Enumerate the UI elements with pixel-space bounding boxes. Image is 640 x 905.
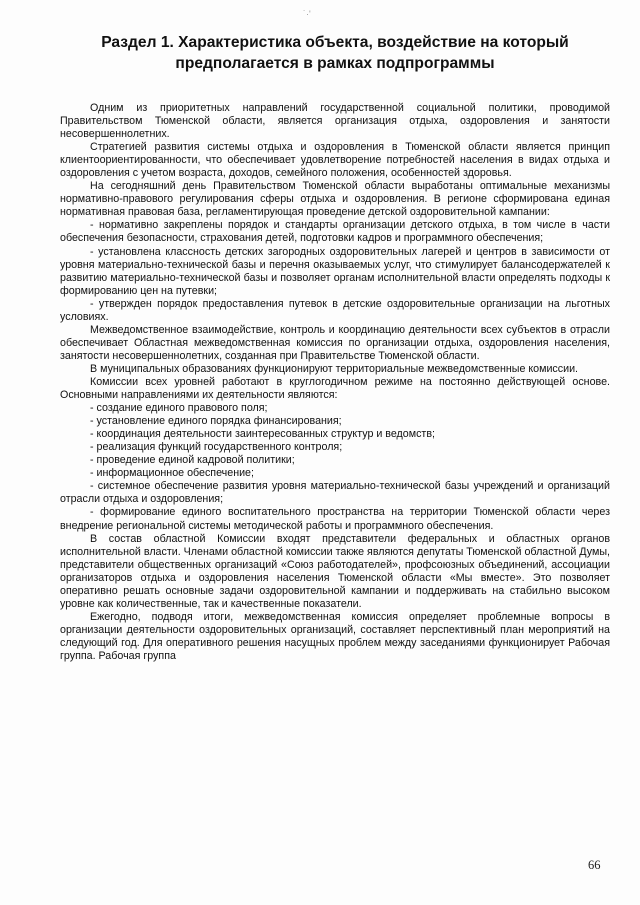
body-paragraph: Межведомственное взаимодействие, контроль и координацию деятельности всех субъектов в отрасли обеспечивает Областная межведомственная комиссия по организации отдыха, оздоровления населения, занятости несовершеннолетних, созданная при Правительстве Тюменской области. [60,323,610,362]
list-item: - создание единого правового поля; [90,402,268,415]
body-paragraph: Одним из приоритетных направлений государственной социальной политики, проводимой Правительством Тюменской области, является организация отдыха, оздоровления и занятости несовершеннолетних. [60,102,610,141]
scan-artifact: ˙·' [303,9,311,19]
body-paragraph: В состав областной Комиссии входят представители федеральных и областных органов исполнительной власти. Членами областной комиссии также являются депутаты Тюменской областной Думы, представители общественных организаций «Союз работодателей», профсоюзных объединений, ассоциации организаторов отдыха и оздоровления населения Тюменской области «Мы вместе». Это позволяет оперативно решать основные задачи оздоровительной кампании и поддерживать на стабильно высоком уровне как количественные, так и качественные показатели. [60,532,610,610]
list-item: - реализация функций государственного контроля; [90,441,343,454]
list-item: - проведение единой кадровой политики; [90,454,295,467]
body-paragraph: На сегодняшний день Правительством Тюменской области выработаны оптимальные механизмы нормативно-правового регулирования сферы отдыха и оздоровления. В регионе сформирована единая нормативная правовая база, регламентирующая проведение детской оздоровительной кампании: [60,180,610,219]
body-paragraph: Стратегией развития системы отдыха и оздоровления в Тюменской области является принцип клиентоориентированности, что обеспечивает удовлетворение потребностей населения в видах отдыха и оздоровления с учетом возраста, доходов, семейного положения, особенностей здоровья. [60,141,610,180]
list-item: - утвержден порядок предоставления путевок в детские оздоровительные организации на льготных условиях. [60,297,610,323]
list-item: - установлена классность детских загородных оздоровительных лагерей и центров в зависимости от уровня материально-технической базы и перечня оказываемых услуг, что стимулирует балансодержателей к развитию материально-технической базы и позволяет органам исполнительной власти определять подходы к формированию цен на путевки; [60,245,610,297]
list-item: - информационное обеспечение; [90,467,254,480]
list-item: - системное обеспечение развития уровня материально-технической базы учреждений и организаций отрасли отдыха и оздоровления; [60,480,610,506]
section-title: Раздел 1. Характеристика объекта, воздействие на который предполагается в рамках подпрограммы [101,34,569,72]
document-body [60,102,610,663]
list-item: - координация деятельности заинтересованных структур и ведомств; [90,428,435,441]
list-item: - нормативно закреплены порядок и стандарты организации детского отдыха, в том числе в части обеспечения безопасности, страхования детей, подготовки кадров и программного обеспечения; [60,219,610,245]
list-item: - формирование единого воспитательного пространства на территории Тюменской области через внедрение региональной системы методической работы и программного обеспечения. [60,506,610,532]
list-item: - установление единого порядка финансирования; [90,415,342,428]
body-paragraph: Комиссии всех уровней работают в круглогодичном режиме на постоянно действующей основе. Основными направлениями их деятельности являются: [60,375,610,402]
body-paragraph: Ежегодно, подводя итоги, межведомственная комиссия определяет проблемные вопросы в организации деятельности оздоровительных организаций, составляет перспективный план мероприятий на следующий год. Для оперативного решения насущных проблем между заседаниями функционирует Рабочая группа. Рабочая группа [60,610,610,662]
page-number: 66 [588,858,601,872]
body-paragraph: В муниципальных образованиях функционируют территориальные межведомственные комиссии. [90,362,579,375]
